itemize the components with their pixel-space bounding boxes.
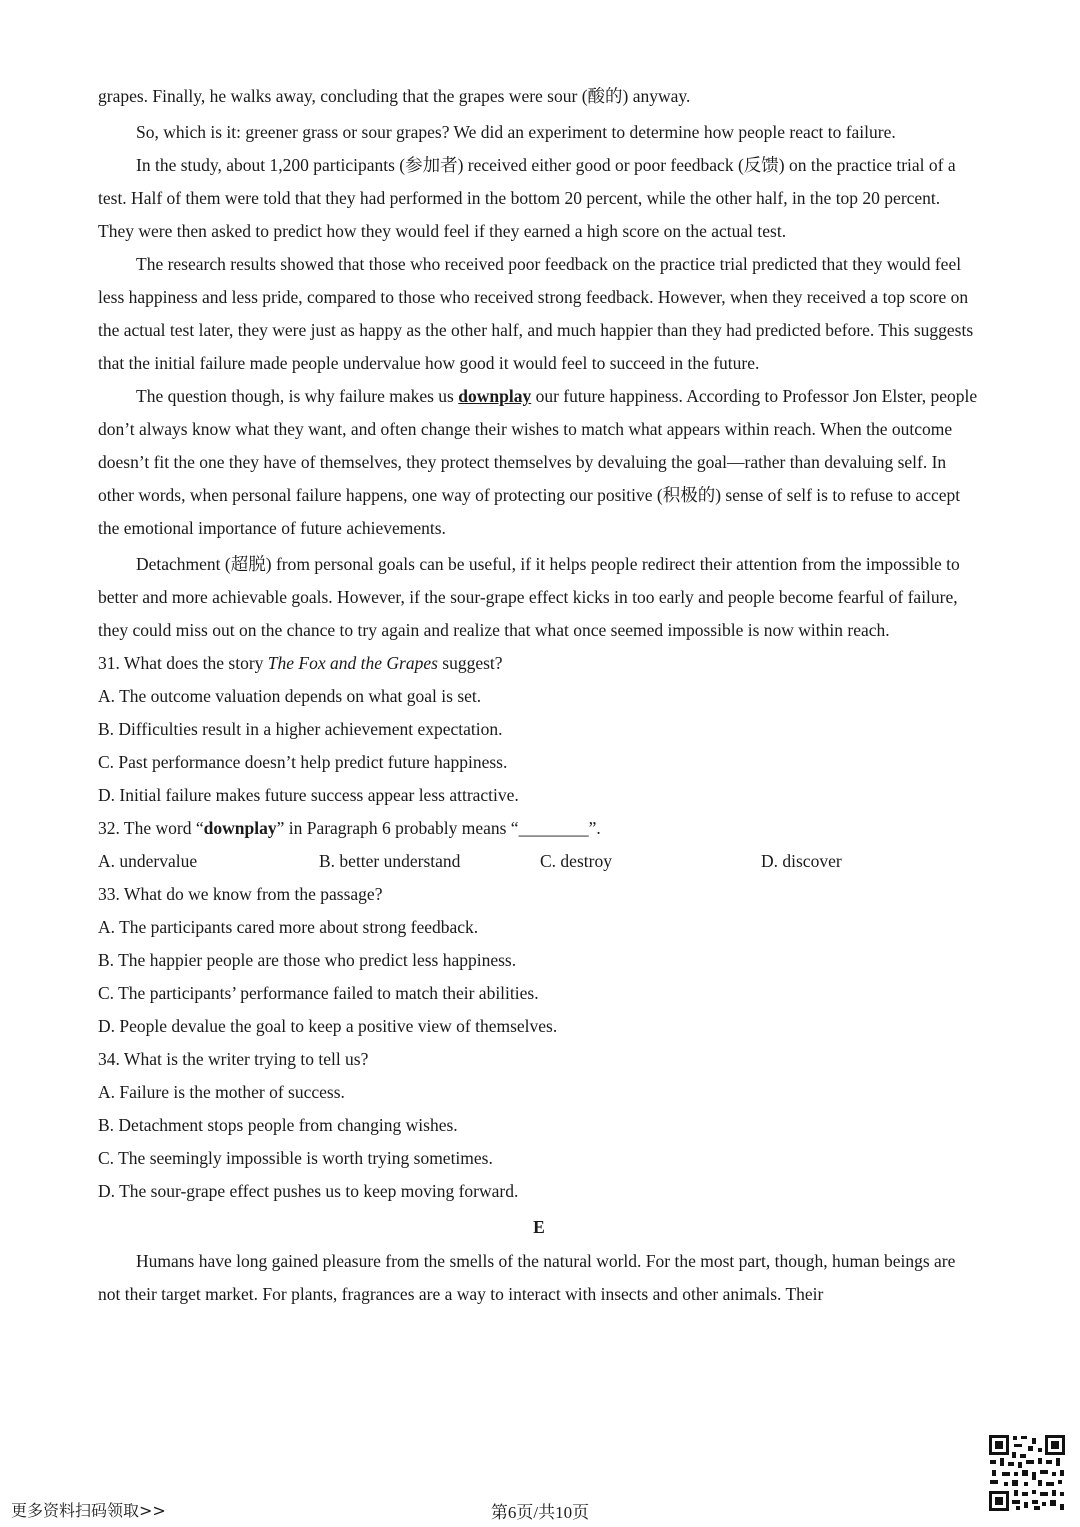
answer-option: A. The outcome valuation depends on what goal is set. xyxy=(98,686,482,706)
answer-option: C. destroy xyxy=(540,851,612,871)
stem-text: ” in Paragraph 6 probably means “________”. xyxy=(276,818,601,838)
question-stem xyxy=(98,647,980,680)
answer-option: B. Difficulties result in a higher achievement expectation. xyxy=(98,719,503,739)
story-title: The Fox and the Grapes xyxy=(267,653,438,673)
page-number: 第6页/共10页 xyxy=(490,1503,590,1522)
keyword-downplay: downplay xyxy=(203,818,277,838)
answer-option: C. The participants’ performance failed to match their abilities. xyxy=(98,983,539,1003)
passage-paragraph: So, which is it: greener grass or sour grapes? We did an experiment to determine how people react to failure. xyxy=(136,122,896,142)
question-stem: 34. What is the writer trying to tell us? xyxy=(98,1049,369,1069)
answer-options-row xyxy=(98,845,980,878)
section-heading: E xyxy=(533,1217,545,1237)
answer-option: B. better understand xyxy=(319,851,461,871)
exam-page xyxy=(98,80,980,1311)
question-33 xyxy=(98,878,980,1043)
question-stem xyxy=(98,812,980,845)
keyword-downplay: downplay xyxy=(458,386,532,406)
answer-option: B. The happier people are those who predict less happiness. xyxy=(98,950,517,970)
passage-paragraph: In the study, about 1,200 participants (参加者) received either good or poor feedback (反馈) on the practice trial of a test. Half of them were told that they had performed in the bottom 20 percent, while the other half, in the top 20 percent. They were then asked to predict how they would feel if they earned a high score on the actual test. xyxy=(98,155,956,241)
answer-option: C. Past performance doesn’t help predict future happiness. xyxy=(98,752,508,772)
passage-paragraph xyxy=(98,380,980,545)
question-34 xyxy=(98,1043,980,1208)
answer-option: B. Detachment stops people from changing wishes. xyxy=(98,1115,458,1135)
answer-option: D. Initial failure makes future success appear less attractive. xyxy=(98,785,519,805)
answer-option: A. undervalue xyxy=(98,851,198,871)
passage-paragraph: Detachment (超脱) from personal goals can be useful, if it helps people redirect their attention from the impossible to better and more achievable goals. However, if the sour-grape effect kicks in too early and people become fearful of failure, they could miss out on the chance to try again and realize that what once seemed impossible is now within reach. xyxy=(98,554,960,640)
stem-text: 31. What does the story xyxy=(98,653,268,673)
passage-paragraph: Humans have long gained pleasure from the smells of the natural world. For the most part, though, human beings are not their target market. For plants, fragrances are a way to interact with insects and other animals. Their xyxy=(98,1251,956,1304)
answer-option: A. Failure is the mother of success. xyxy=(98,1082,345,1102)
question-31 xyxy=(98,647,980,812)
answer-option: C. The seemingly impossible is worth trying sometimes. xyxy=(98,1148,493,1168)
answer-option: D. discover xyxy=(761,851,842,871)
passage-paragraph: The research results showed that those who received poor feedback on the practice trial predicted that they would feel less happiness and less pride, compared to those who received strong feedback. However, when they received a top score on the actual test later, they were just as happy as the other half, and much happier than they had predicted before. This suggests that the initial failure made people undervalue how good it would feel to succeed in the future. xyxy=(98,254,974,373)
paragraph-text: The question though, is why failure makes us xyxy=(136,386,459,406)
answer-option: D. The sour-grape effect pushes us to keep moving forward. xyxy=(98,1181,519,1201)
answer-option: D. People devalue the goal to keep a positive view of themselves. xyxy=(98,1016,558,1036)
footer-promo-text: 更多资料扫码领取>> xyxy=(11,1501,166,1520)
paragraph-text: our future happiness. According to Professor Jon Elster, people don’t always know what they want, and often change their wishes to match what appears within reach. When the outcome doesn’t fit the one they have of themselves, they protect themselves by devaluing the goal—rather than devaluing self. In other words, when personal failure happens, one way of protecting our positive (积极的) sense of self is to refuse to accept the emotional importance of future achievements. xyxy=(98,386,978,538)
question-32 xyxy=(98,812,980,878)
answer-option: A. The participants cared more about strong feedback. xyxy=(98,917,479,937)
passage-paragraph: grapes. Finally, he walks away, concluding that the grapes were sour (酸的) anyway. xyxy=(98,86,691,106)
stem-text: 32. The word “ xyxy=(98,818,204,838)
question-stem: 33. What do we know from the passage? xyxy=(98,884,383,904)
stem-text: suggest? xyxy=(437,653,503,673)
